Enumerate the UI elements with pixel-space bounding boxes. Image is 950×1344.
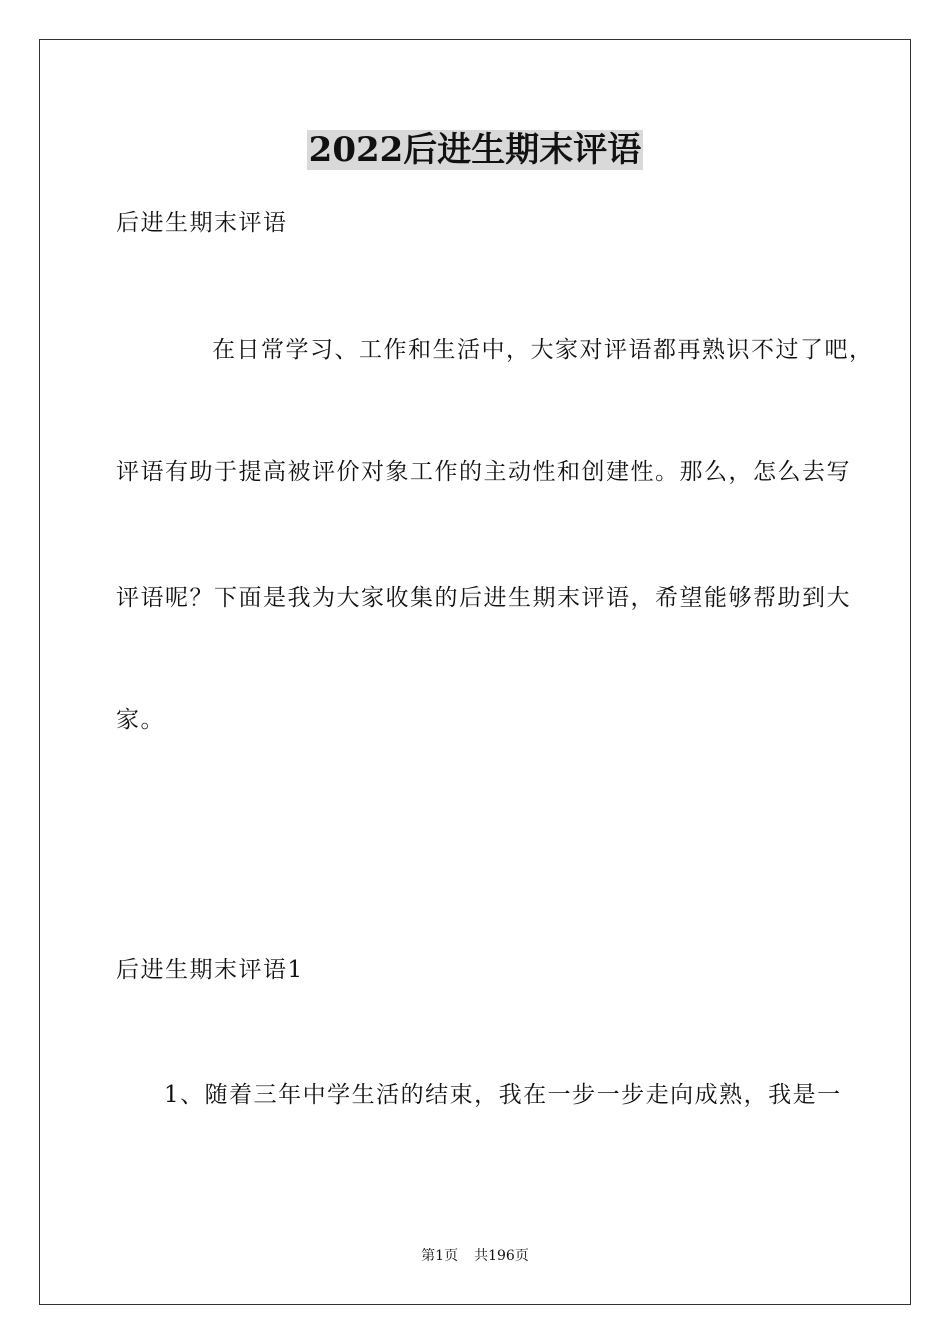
intro-line-1: 在日常学习、工作和生活中，大家对评语都再熟识不过了吧， [212, 337, 874, 363]
document-title-text: 2022后进生期末评语 [308, 130, 642, 170]
page-number: 第1页 [421, 1248, 459, 1264]
intro-line-4: 家。 [116, 707, 165, 733]
section-first-line: 1、随着三年中学生活的结束，我在一步一步走向成熟，我是一 [164, 1082, 842, 1108]
document-title [0, 128, 950, 172]
page-footer [0, 1246, 950, 1266]
document-subtitle: 后进生期末评语 [116, 210, 288, 236]
page-total: 共196页 [474, 1248, 529, 1264]
intro-line-3: 评语呢？下面是我为大家收集的后进生期末评语，希望能够帮助到大 [116, 585, 851, 611]
intro-line-2: 评语有助于提高被评价对象工作的主动性和创建性。那么，怎么去写 [116, 459, 851, 485]
section-heading: 后进生期末评语1 [116, 957, 304, 983]
